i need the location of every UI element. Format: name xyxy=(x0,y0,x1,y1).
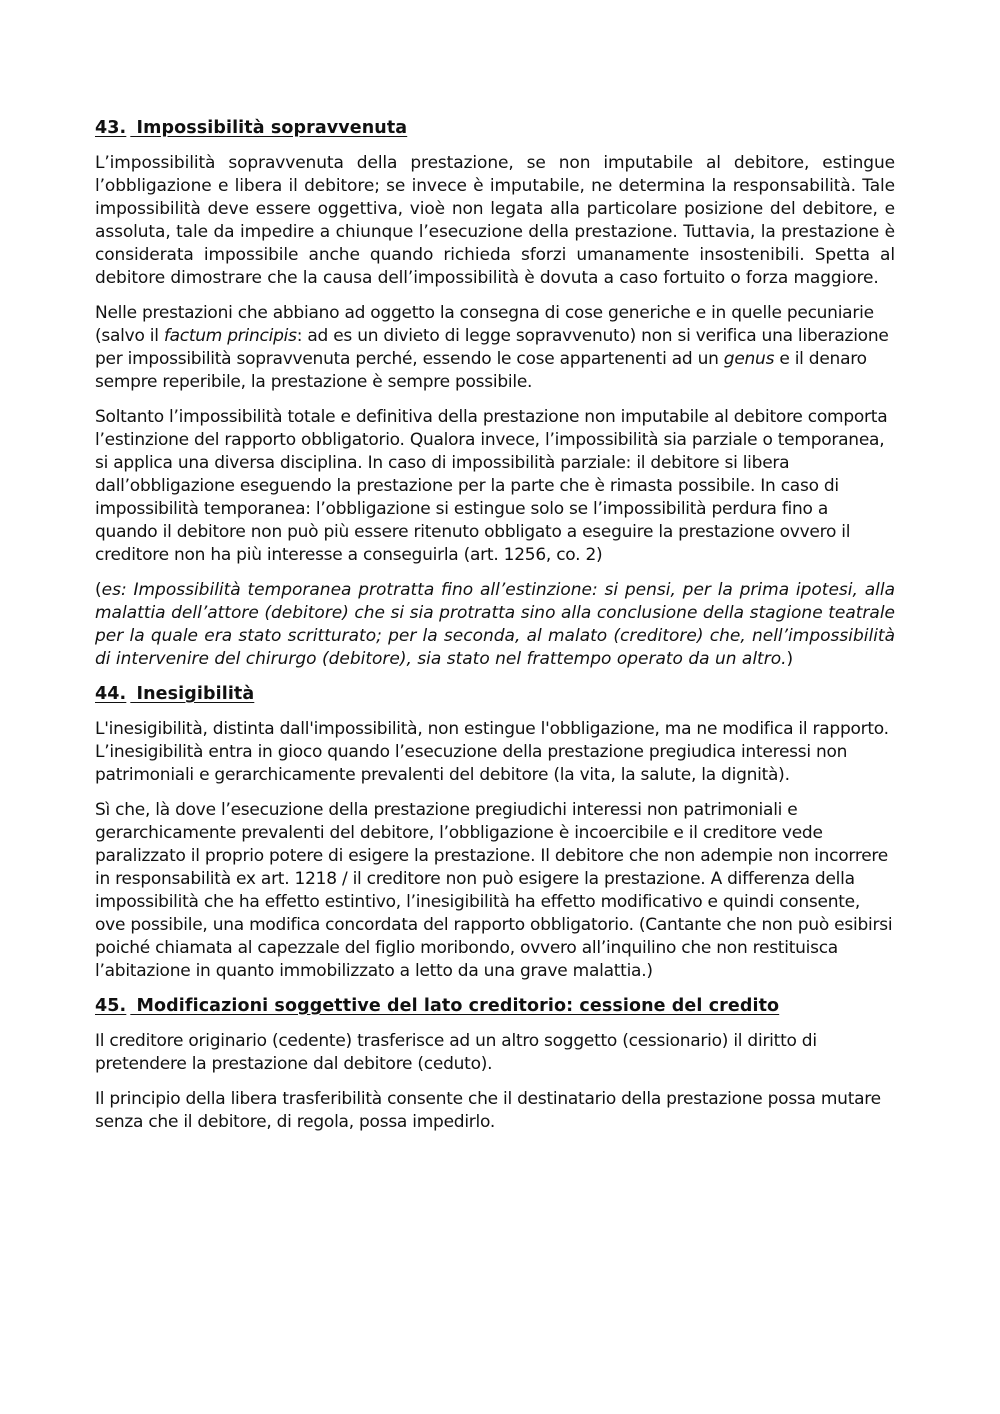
text-run: e il denaro sempre reperibile, la prestazione è sempre possibile. xyxy=(95,349,867,392)
example-note xyxy=(95,579,895,671)
emphasis-text: factum principis xyxy=(163,326,297,346)
example-text: es: Impossibilità temporanea protratta fino all’estinzione: si pensi, per la prima ipotesi, alla malattia dell’attore (debitore) che si sia protratta sino alla conclusione della stagione teatrale per la quale era stato scritturato; per la seconda, al malato (creditore) che, nell’impossibilità di intervenire del chirurgo (debitore), sia stato nel frattempo operato da un altro. xyxy=(95,580,895,669)
section-number: 43. xyxy=(95,118,127,138)
paragraph: L’impossibilità sopravvenuta della prestazione, se non imputabile al debitore, estingue l’obbligazione e libera il debitore; se invece è imputabile, ne determina la responsabilità. Tale impossibilità deve essere oggettiva, vioè non legata alla particolare posizione del debitore, e assoluta, tale da impedire a chiunque l’esecuzione della prestazione. Tuttavia, la prestazione è considerata impossibile anche quando richieda sforzi umanamente insostenibili. Spetta al debitore dimostrare che la causa dell’impossibilità è dovuta a caso fortuito o forza maggiore. xyxy=(95,153,895,288)
section-number: 44. xyxy=(95,684,127,704)
paren-open: ( xyxy=(95,580,102,600)
paragraph: Soltanto l’impossibilità totale e definitiva della prestazione non imputabile al debitore comporta l’estinzione del rapporto obbligatorio. Qualora invece, l’impossibilità sia parziale o temporanea, si applica una diversa disciplina. In caso di impossibilità parziale: il debitore si libera dall’obbligazione eseguendo la prestazione per la parte che è rimasta possibile. In caso di impossibilità temporanea: l’obbligazione si estingue solo se l’impossibilità perdura fino a quando il debitore non può più essere ritenuto obbligato a eseguire la prestazione ovvero il creditore non ha più interesse a conseguirla (art. 1256, co. 2) xyxy=(95,407,888,565)
section-heading-44 xyxy=(95,683,895,706)
text-run: Nelle prestazioni che abbiano ad oggetto la consegna di cose generiche e in quelle pecuniarie (salvo il xyxy=(95,303,874,346)
section-title: Impossibilità sopravvenuta xyxy=(136,118,408,138)
paragraph: Il creditore originario (cedente) trasferisce ad un altro soggetto (cessionario) il diritto di pretendere la prestazione dal debitore (ceduto). xyxy=(95,1031,817,1074)
paragraph: Il principio della libera trasferibilità consente che il destinatario della prestazione possa mutare senza che il debitore, di regola, possa impedirlo. xyxy=(95,1089,881,1132)
emphasis-text: genus xyxy=(723,349,775,369)
paragraph: Sì che, là dove l’esecuzione della prestazione pregiudichi interessi non patrimoniali e gerarchicamente prevalenti del debitore, l’obbligazione è incoercibile e il creditore vede paralizzato il proprio potere di esigere la prestazione. Il debitore che non adempie non incorrere in responsabilità ex art. 1218 / il creditore non può esigere la prestazione. A differenza della impossibilità che ha effetto estintivo, l’inesigibilità ha effetto modificativo e quindi consente, ove possibile, una modifica concordata del rapporto obbligatorio. (Cantante che non può esibirsi poiché chiamata al capezzale del figlio moribondo, ovvero all’inquilino che non restituisca l’abitazione in quanto immobilizzato a letto da una grave malattia.) xyxy=(95,800,893,981)
section-heading-45 xyxy=(95,995,895,1018)
paragraph: L'inesigibilità, distinta dall'impossibilità, non estingue l'obbligazione, ma ne modifica il rapporto. L’inesigibilità entra in gioco quando l’esecuzione della prestazione pregiudica interessi non patrimoniali e gerarchicamente prevalenti del debitore (la vita, la salute, la dignità). xyxy=(95,719,889,785)
text-run: : ad es un divieto di legge sopravvenuto) non si verifica una liberazione per impossibilità sopravvenuta perché, essendo le cose appartenenti ad un xyxy=(95,326,889,369)
section-title: Modificazioni soggettive del lato creditorio: cessione del credito xyxy=(136,996,780,1016)
paren-close: ) xyxy=(786,649,794,669)
section-number: 45. xyxy=(95,996,127,1016)
section-heading-43 xyxy=(95,117,895,140)
document-page xyxy=(95,117,895,1146)
section-title: Inesigibilità xyxy=(136,684,255,704)
paragraph-with-emphasis xyxy=(95,302,895,394)
